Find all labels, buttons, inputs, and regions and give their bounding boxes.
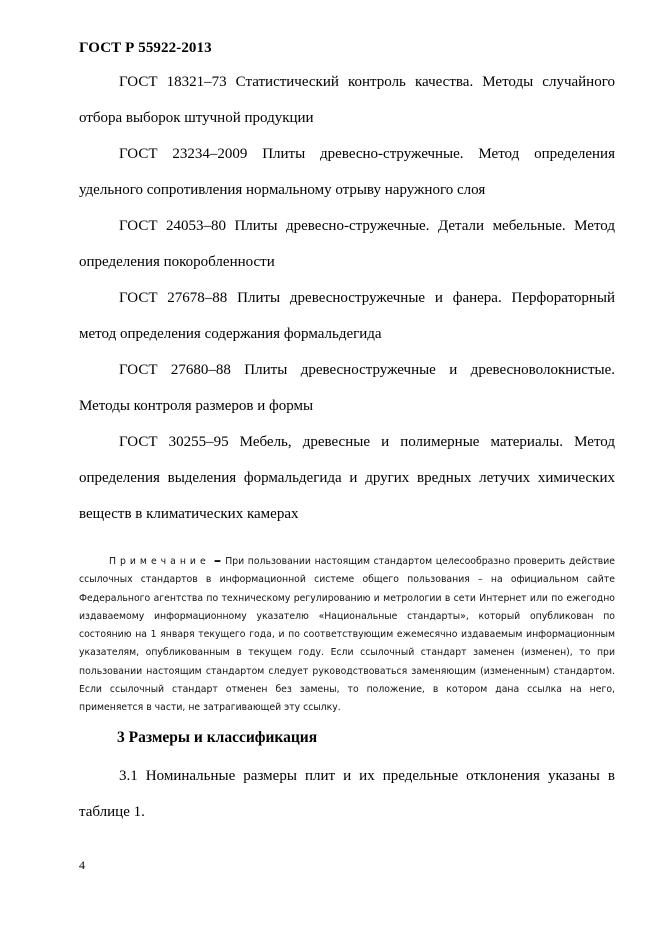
section-paragraph-block bbox=[79, 758, 615, 830]
note-paragraph bbox=[79, 551, 615, 718]
reference-item: ГОСТ 18321–73 Статистический контроль качества. Методы случайного отбора выборок штучной продукции bbox=[79, 74, 615, 126]
note-label: Примечание bbox=[109, 556, 210, 567]
normative-references-list bbox=[79, 64, 615, 532]
reference-item: ГОСТ 23234–2009 Плиты древесно-стружечные. Метод определения удельного сопротивления нормальному отрыву наружного слоя bbox=[79, 146, 615, 198]
reference-item: ГОСТ 30255–95 Мебель, древесные и полимерные материалы. Метод определения выделения формальдегида и других вредных летучих химических веществ в климатических камерах bbox=[79, 434, 615, 522]
reference-item: ГОСТ 27678–88 Плиты древесностружечные и фанера. Перфораторный метод определения содержания формальдегида bbox=[79, 290, 615, 342]
note-dash: – bbox=[213, 551, 222, 569]
section-paragraph: 3.1 Номинальные размеры плит и их предельные отклонения указаны в таблице 1. bbox=[79, 768, 615, 820]
reference-item: ГОСТ 27680–88 Плиты древесностружечные и древесноволокнистые. Методы контроля размеров и формы bbox=[79, 362, 615, 414]
reference-item: ГОСТ 24053–80 Плиты древесно-стружечные. Детали мебельные. Метод определения покоробленности bbox=[79, 218, 615, 270]
note-block bbox=[79, 551, 615, 718]
note-text: При пользовании настоящим стандартом целесообразно проверить действие ссылочных стандартов в информационной системе общего пользования – на официальном сайте Федерального агентства по техническому регулированию и метрологии в сети Интернет или по ежегодно издаваемому информационному указателю «Национальные стандарты», который опубликован по состоянию на 1 января текущего года, и по соответствующим ежемесячно издаваемым информационным указателям, опубликованным в текущем году. Если ссылочный стандарт заменен (изменен), то при пользовании настоящим стандартом следует руководствоваться заменяющим (измененным) стандартом. Если ссылочный стандарт отменен без замены, то положение, в котором дана ссылка на него, применяется в части, не затрагивающей эту ссылку. bbox=[79, 556, 615, 714]
section-heading: 3 Размеры и классификация bbox=[117, 729, 318, 746]
page-number: 4 bbox=[79, 858, 85, 872]
document-code-header: ГОСТ Р 55922-2013 bbox=[79, 40, 212, 56]
